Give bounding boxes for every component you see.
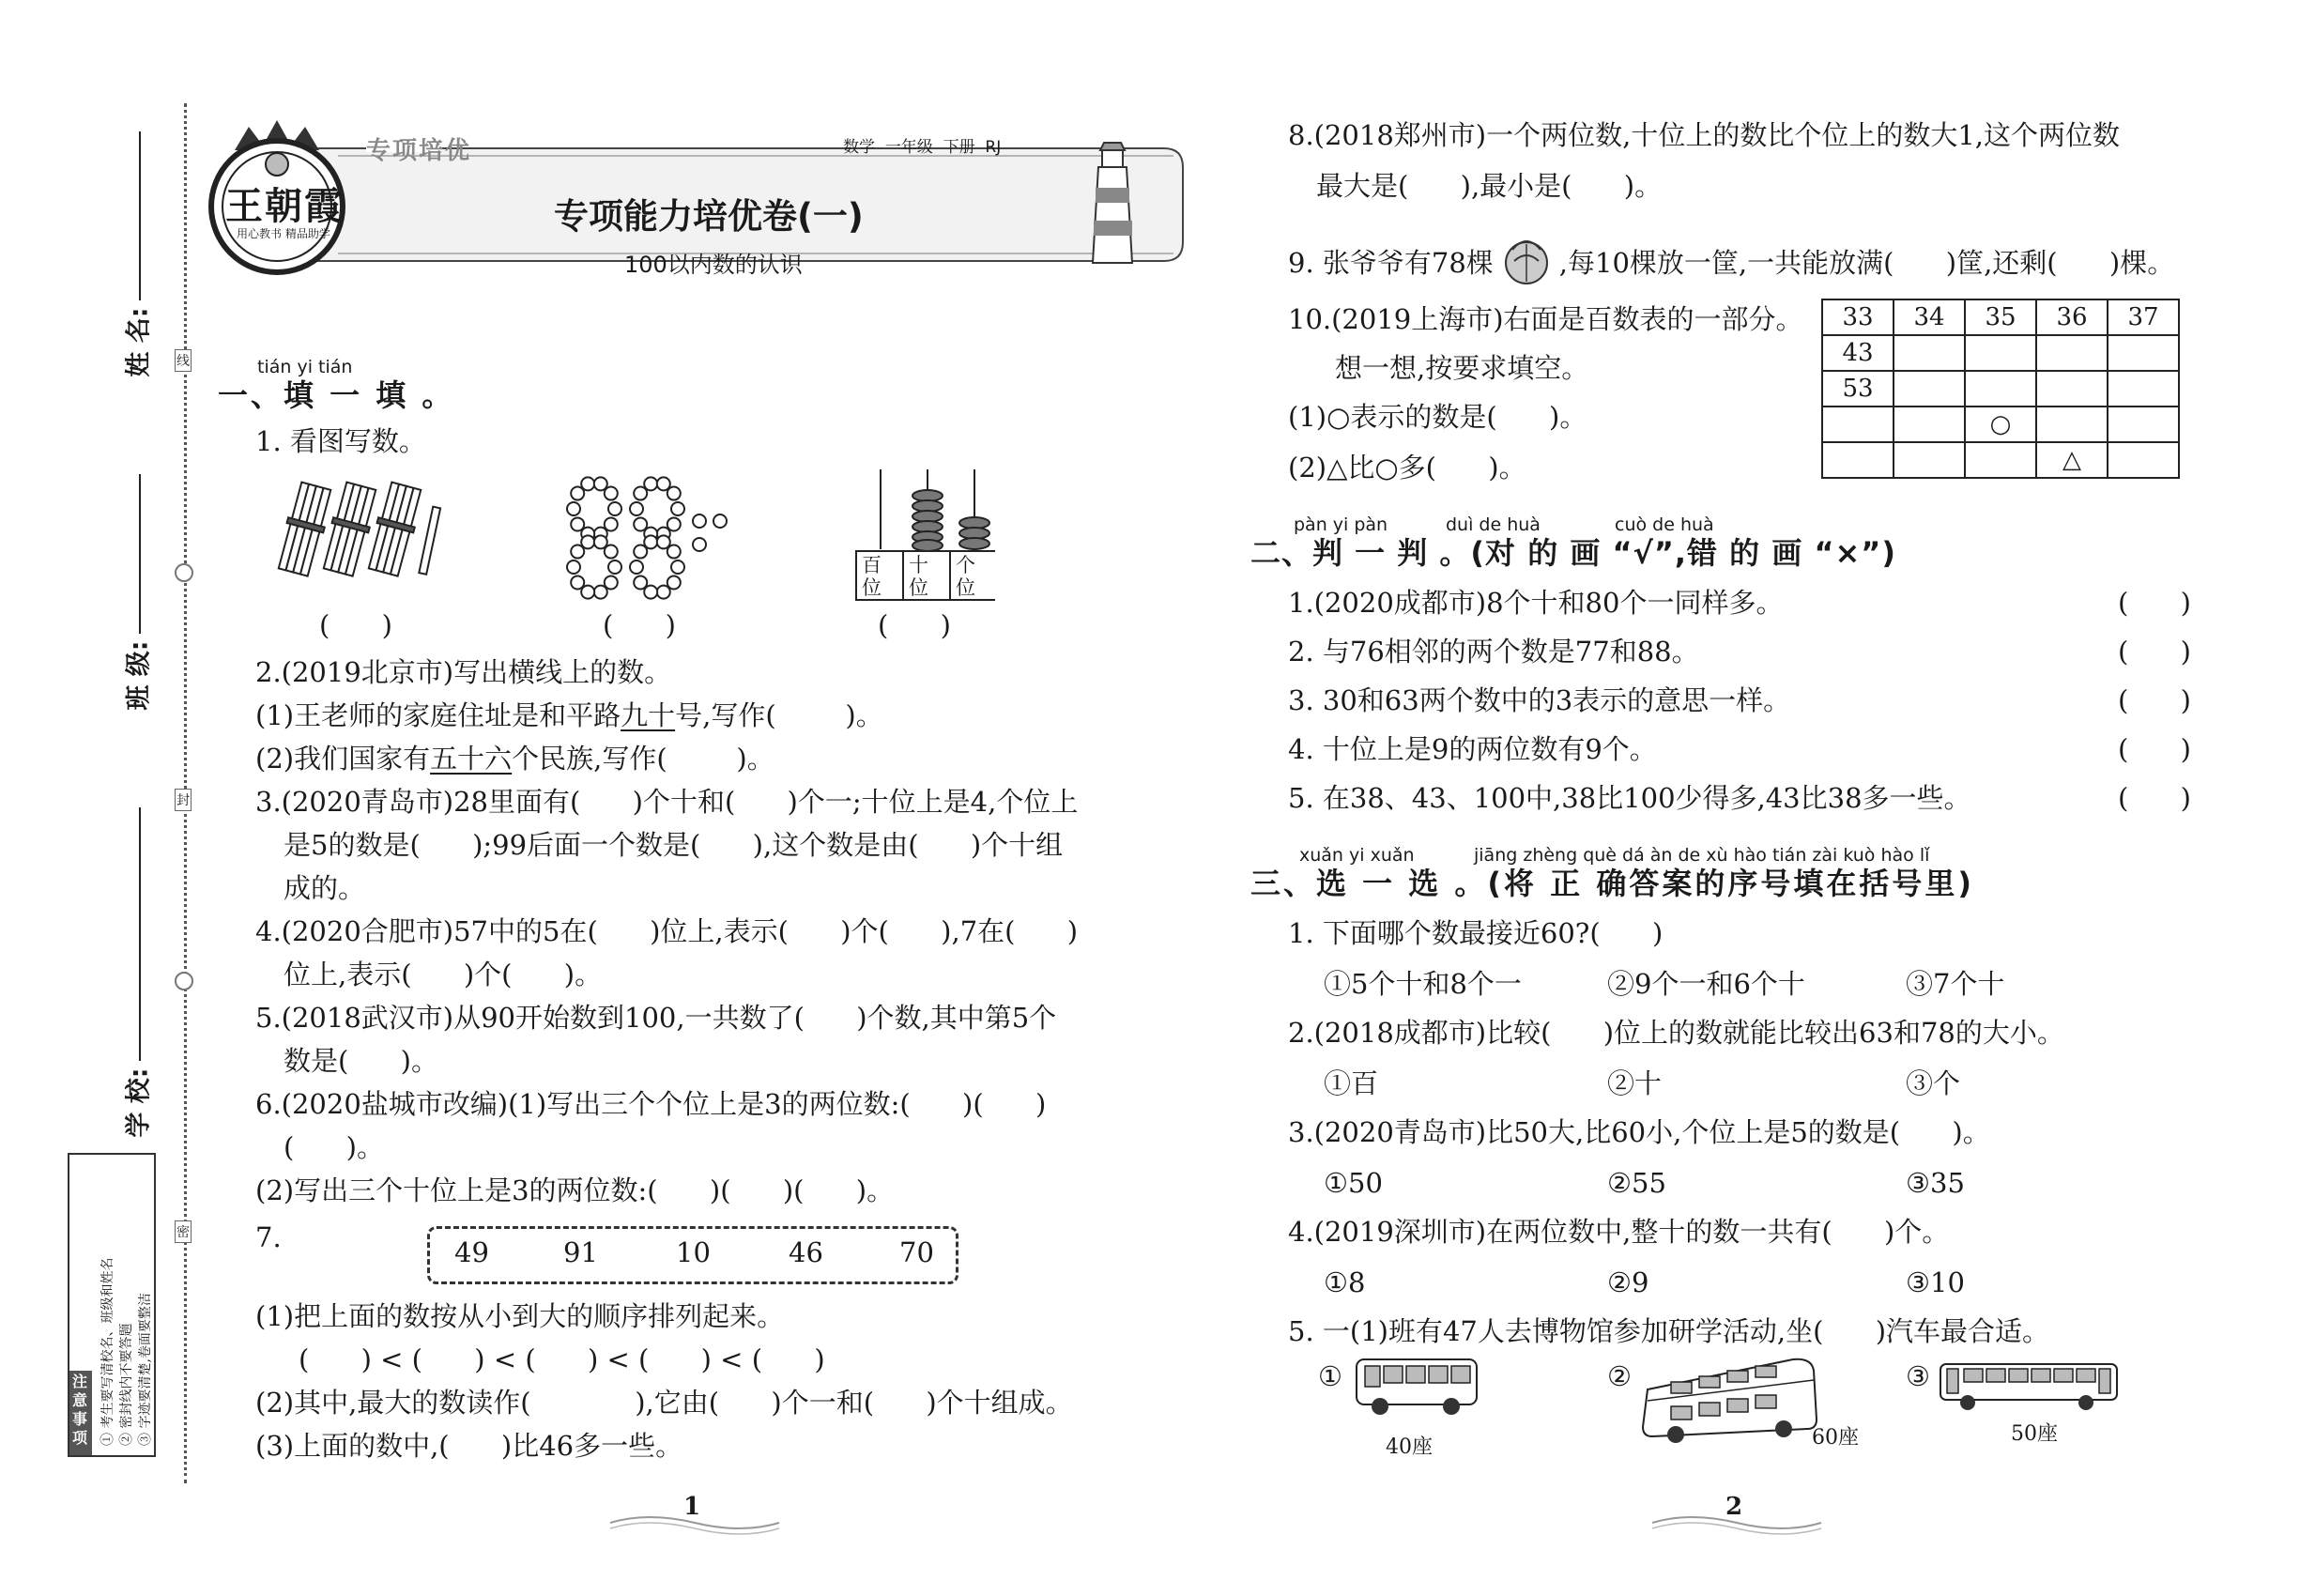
- hundred-chart-cell: [1965, 335, 2036, 371]
- q9-text[interactable]: [1288, 246, 2174, 282]
- judge-2: 2. 与76相邻的两个数是77和88。: [1288, 636, 1699, 668]
- page-subtitle: 100以内数的认识: [624, 252, 803, 278]
- choice-5[interactable]: 5. 一(1)班有47人去博物馆参加研学活动,坐( )汽车最合适。: [1288, 1315, 2050, 1347]
- notice-item-1: ① 考生要写清校名、班级和姓名: [100, 1257, 115, 1446]
- q7-part3[interactable]: (3)上面的数中,( )比46多一些。: [255, 1430, 683, 1462]
- choice-4[interactable]: 4.(2019深圳市)在两位数中,整十的数一共有( )个。: [1288, 1216, 1950, 1248]
- choice-1-opt-2[interactable]: ②9个一和6个十: [1607, 968, 1805, 1000]
- judge-4: 4. 十位上是9的两位数有9个。: [1288, 733, 1657, 765]
- q10-line1: 10.(2019上海市)右面是百数表的一部分。: [1288, 303, 1803, 335]
- q10-part2[interactable]: (2)△比○多( )。: [1288, 452, 1526, 483]
- hundred-chart-cell: 37: [2108, 299, 2179, 335]
- hundred-chart-table: [1821, 299, 2180, 479]
- name-label: 姓 名:: [124, 307, 154, 377]
- book-meta: 数学 一年级 下册 RJ: [843, 138, 1002, 157]
- q1-blank-2[interactable]: ( ): [603, 609, 676, 641]
- punch-hole-1: [175, 563, 193, 582]
- q7-number-5: 70: [899, 1236, 934, 1268]
- hundred-chart-cell: [2108, 371, 2179, 407]
- cut-mark-1: 线: [175, 349, 192, 372]
- bus-option-2-mark[interactable]: ②: [1607, 1360, 1632, 1392]
- q9-text-a: 9. 张爷爷有78棵: [1288, 247, 1494, 279]
- choice-4-opt-1[interactable]: ①8: [1324, 1266, 1366, 1298]
- q4-line2[interactable]: 位上,表示( )个( )。: [284, 959, 603, 990]
- bus-60-seats-label: 60座: [1812, 1426, 1859, 1450]
- hundred-chart-row: [1822, 299, 2179, 335]
- school-label: 学 校:: [124, 1067, 154, 1138]
- section-2-pinyin-3: cuò de huà: [1615, 514, 1714, 535]
- q4-line1[interactable]: 4.(2020合肥市)57中的5在( )位上,表示( )个( ),7在( ): [255, 915, 1079, 947]
- abacus-label-tens: 十位: [909, 554, 928, 599]
- choice-2-opt-1[interactable]: ①百: [1324, 1067, 1379, 1099]
- hundred-chart-cell: 53: [1822, 371, 1894, 407]
- hundred-chart-cell: [2036, 371, 2108, 407]
- judge-3: 3. 30和63两个数中的3表示的意思一样。: [1288, 684, 1791, 716]
- q7-part2[interactable]: (2)其中,最大的数读作( ),它由( )个一和( )个十组成。: [255, 1387, 1073, 1419]
- hundred-chart-cell: [2108, 442, 2179, 478]
- judge-3-blank[interactable]: ( ): [2118, 684, 2191, 716]
- q3-line2[interactable]: 是5的数是( );99后面一个数是( ),这个数是由( )个十组: [284, 829, 1064, 861]
- series-label: 专项培优: [366, 137, 472, 165]
- hundred-chart-cell: [1822, 407, 1894, 442]
- choice-2-opt-3[interactable]: ③个: [1906, 1067, 1961, 1099]
- notice-item-2: ② 密封线内不要答题: [119, 1323, 134, 1446]
- choice-3-opt-2[interactable]: ②55: [1607, 1167, 1666, 1199]
- q1-blank-3[interactable]: ( ): [878, 609, 951, 641]
- q2-part2-a: (2)我们国家有: [255, 743, 431, 775]
- q7-number-2: 91: [563, 1236, 598, 1268]
- choice-2-opt-2[interactable]: ②十: [1607, 1067, 1663, 1099]
- q10-part1[interactable]: (1)○表示的数是( )。: [1288, 401, 1587, 433]
- hundred-chart-cell: [1822, 442, 1894, 478]
- section-2-pinyin-2: duì de huà: [1446, 514, 1541, 535]
- hundred-chart-cell: 35: [1965, 299, 2036, 335]
- notice-title-text: 注意事项: [72, 1373, 88, 1447]
- q2-part2-b[interactable]: 个民族,写作( )。: [512, 743, 774, 775]
- choice-3-opt-1[interactable]: ①50: [1324, 1167, 1383, 1199]
- hundred-chart-cell: 43: [1822, 335, 1894, 371]
- judge-4-blank[interactable]: ( ): [2118, 733, 2191, 765]
- circle-groups-illustration: [559, 469, 746, 601]
- q2-part2-underlined: 五十六: [430, 743, 513, 775]
- page-number-2: 2: [1725, 1493, 1743, 1521]
- section-3-title: 三、选 一 选 。(将 正 确答案的序号填在括号里): [1250, 866, 1974, 901]
- choice-3[interactable]: 3.(2020青岛市)比50大,比60小,个位上是5的数是( )。: [1288, 1116, 1990, 1148]
- abacus-label-hundreds: 百位: [862, 554, 882, 599]
- q7-part1: (1)把上面的数按从小到大的顺序排列起来。: [255, 1300, 785, 1332]
- q2-part2: [255, 742, 774, 775]
- cut-mark-3: 密: [175, 1220, 192, 1243]
- q8-line1: 8.(2018郑州市)一个两位数,十位上的数比个位上的数大1,这个两位数: [1288, 119, 2120, 151]
- hundred-chart-cell: [1894, 407, 1965, 442]
- section-1-title: 一、填 一 填 。: [218, 377, 455, 413]
- bus-50-seat-icon[interactable]: [1936, 1359, 2124, 1416]
- section-2-title: 二、判 一 判 。(对 的 画 “√”,错 的 画 “×”): [1250, 535, 1896, 571]
- hundred-chart-cell: [1894, 442, 1965, 478]
- judge-2-blank[interactable]: ( ): [2118, 636, 2191, 668]
- hundred-chart-cell: [1965, 371, 2036, 407]
- q3-line3: 成的。: [284, 872, 366, 904]
- brand-tagline: 用心教书 精品助学: [237, 227, 330, 240]
- judge-1-blank[interactable]: ( ): [2118, 587, 2191, 619]
- judge-5: 5. 在38、43、100中,38比100少得多,43比38多一些。: [1288, 782, 1971, 814]
- q2-part1-underlined: 九十: [621, 699, 676, 731]
- class-label: 班 级:: [124, 640, 154, 711]
- brand-name: 王朝霞: [225, 184, 344, 228]
- hundred-chart-cell: 33: [1822, 299, 1894, 335]
- choice-1[interactable]: 1. 下面哪个数最接近60?( ): [1288, 917, 1664, 949]
- choice-1-opt-3[interactable]: ③7个十: [1906, 968, 2005, 1000]
- cut-mark-2: 封: [175, 789, 192, 811]
- judge-1: 1.(2020成都市)8个十和80个一同样多。: [1288, 587, 1784, 619]
- notice-box: [68, 1153, 156, 1457]
- q1-text: 1. 看图写数。: [255, 425, 426, 457]
- q7-number-1: 49: [454, 1236, 489, 1268]
- bus-option-1-mark[interactable]: ①: [1318, 1360, 1342, 1392]
- hundred-chart-cell: [1965, 442, 2036, 478]
- q5-line1[interactable]: 5.(2018武汉市)从90开始数到100,一共数了( )个数,其中第5个: [255, 1002, 1057, 1034]
- q6-line2[interactable]: ( )。: [284, 1131, 384, 1163]
- page-title: 专项能力培优卷(一): [554, 196, 864, 237]
- q6-line3[interactable]: (2)写出三个十位上是3的两位数:( )( )( )。: [255, 1174, 895, 1206]
- hundred-chart-cell: 34: [1894, 299, 1965, 335]
- q5-line2[interactable]: 数是( )。: [284, 1045, 438, 1077]
- choice-4-opt-3[interactable]: ③10: [1906, 1266, 1965, 1298]
- section-3-pinyin-1: xuǎn yi xuǎn: [1299, 845, 1415, 866]
- bus-60-seat-icon[interactable]: [1633, 1352, 1821, 1446]
- school-write-line: [139, 807, 141, 1061]
- judge-5-blank[interactable]: ( ): [2118, 782, 2191, 814]
- hundred-chart-cell: [2036, 407, 2108, 442]
- hundred-chart-cell: ○: [1965, 407, 2036, 442]
- punch-hole-2: [175, 972, 193, 990]
- q10-line2: 想一想,按要求填空。: [1335, 352, 1589, 384]
- stick-bundles-illustration: [272, 479, 460, 582]
- q2-part1: [255, 698, 883, 732]
- lighthouse-illustration: [1080, 131, 1145, 272]
- section-1-pinyin: tián yi tián: [257, 357, 353, 377]
- bus-40-seat-icon[interactable]: [1352, 1352, 1483, 1418]
- section-2-pinyin-1: pàn yi pàn: [1294, 514, 1388, 535]
- class-write-line: [139, 474, 141, 634]
- q9-text-b: ,每10棵放一筐,一共能放满( )筐,还剩( )棵。: [1558, 247, 2175, 279]
- q7-part1-chain[interactable]: ( ) < ( ) < ( ) < ( ) < ( ): [299, 1343, 825, 1375]
- abacus-label-ones: 个位: [956, 554, 975, 599]
- q2-part1-b[interactable]: 号,写作( )。: [675, 699, 883, 731]
- q2-text: 2.(2019北京市)写出横线上的数。: [255, 656, 672, 688]
- page-number-1: 1: [683, 1493, 701, 1521]
- hundred-chart-cell: [2036, 335, 2108, 371]
- q6-line1[interactable]: 6.(2020盐城市改编)(1)写出三个个位上是3的两位数:( )( ): [255, 1088, 1047, 1120]
- q7-label: 7.: [255, 1221, 282, 1253]
- hundred-chart-cell: [2108, 407, 2179, 442]
- choice-2[interactable]: 2.(2018成都市)比较( )位上的数就能比较出63和78的大小。: [1288, 1017, 2064, 1049]
- q2-part1-a: (1)王老师的家庭住址是和平路: [255, 699, 621, 731]
- choice-3-opt-3[interactable]: ③35: [1906, 1167, 1965, 1199]
- q7-number-3: 10: [676, 1236, 711, 1268]
- hundred-chart-row: [1822, 335, 2179, 371]
- q8-line2[interactable]: 最大是( ),最小是( )。: [1316, 170, 1663, 202]
- hundred-chart-cell: [1894, 371, 1965, 407]
- bus-50-seats-label: 50座: [2011, 1422, 2058, 1446]
- name-write-line: [139, 131, 141, 300]
- hundred-chart-row: [1822, 371, 2179, 407]
- hundred-chart-cell: [1894, 335, 1965, 371]
- hundred-chart-row: [1822, 442, 2179, 478]
- q3-line1[interactable]: 3.(2020青岛市)28里面有( )个十和( )个一;十位上是4,个位上: [255, 786, 1079, 818]
- choice-4-opt-2[interactable]: ②9: [1607, 1266, 1649, 1298]
- hundred-chart-cell: △: [2036, 442, 2108, 478]
- cabbage-icon: [1494, 248, 1559, 282]
- hundred-chart-cell: [2108, 335, 2179, 371]
- bus-option-3-mark[interactable]: ③: [1906, 1360, 1930, 1392]
- hundred-chart-cell: 36: [2036, 299, 2108, 335]
- hundred-chart-row: [1822, 407, 2179, 442]
- q7-number-4: 46: [789, 1236, 823, 1268]
- bus-40-seats-label: 40座: [1386, 1435, 1433, 1459]
- q1-blank-1[interactable]: ( ): [319, 609, 392, 641]
- notice-item-3: ③ 字迹要清楚,卷面要整洁: [138, 1293, 153, 1446]
- section-3-pinyin-2: jiāng zhèng què dá àn de xù hào tián zài kuò hào lǐ: [1474, 845, 1930, 866]
- choice-1-opt-1[interactable]: ①5个十和8个一: [1324, 968, 1522, 1000]
